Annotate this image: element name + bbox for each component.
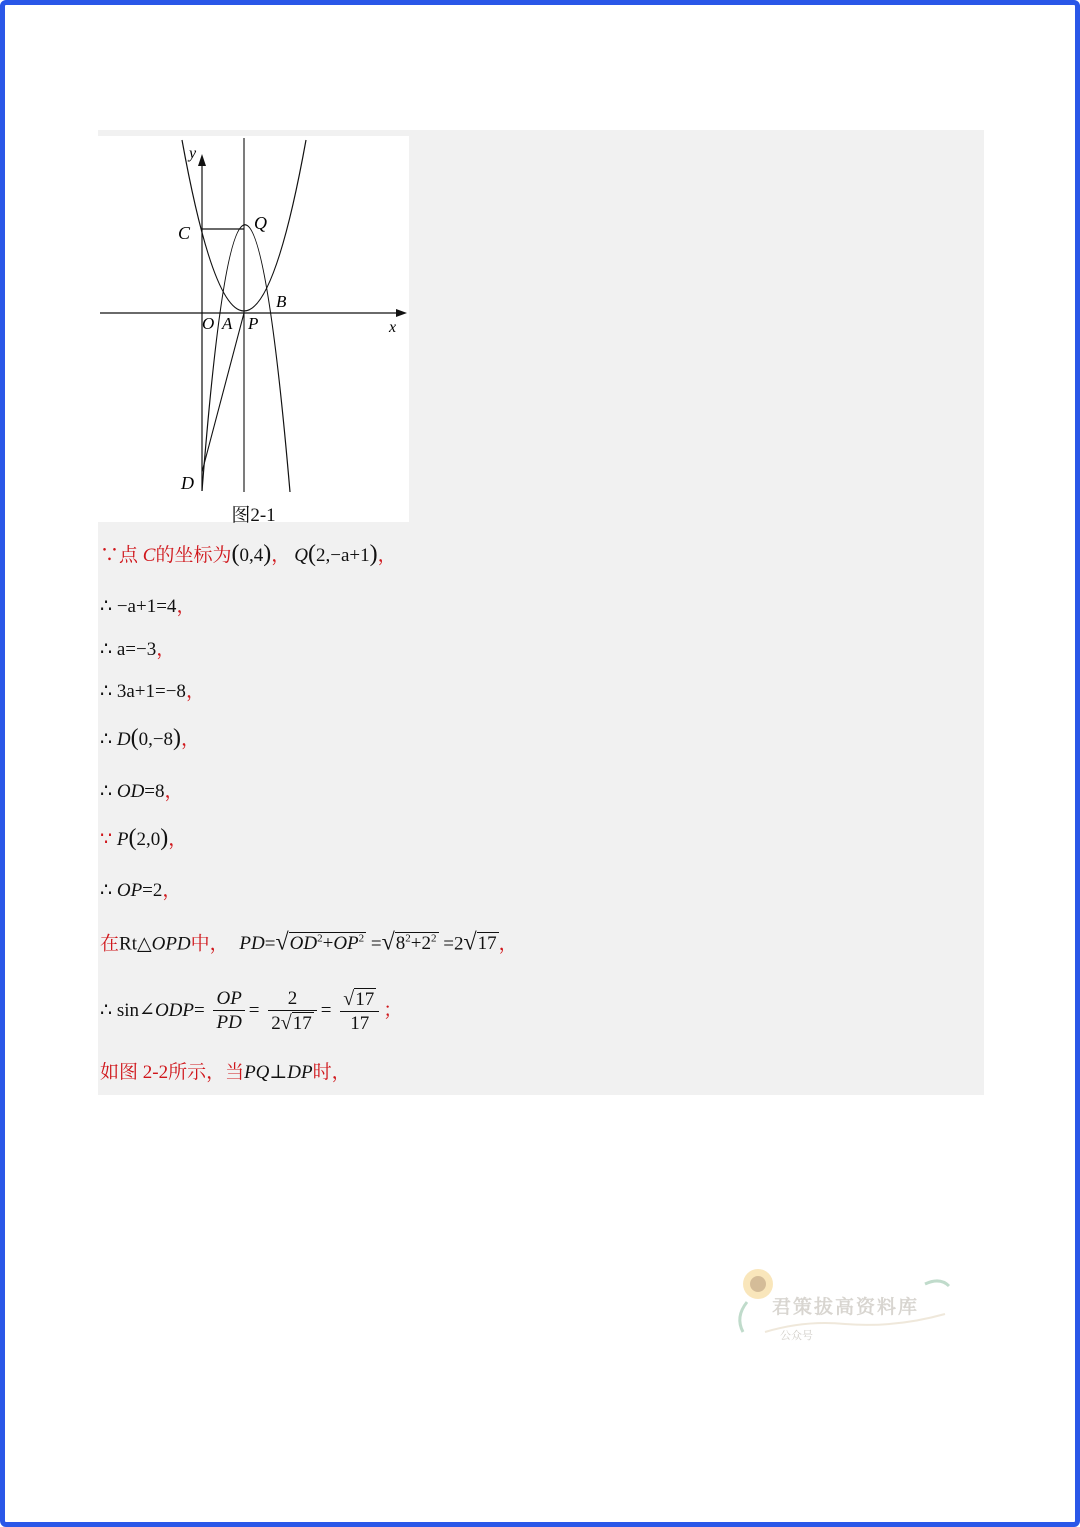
var-pq: PQ — [244, 1062, 270, 1083]
solution-line-10 — [100, 985, 402, 1037]
paren: ( — [128, 825, 137, 851]
radicand-3: 17 — [477, 933, 497, 955]
therefore-symbol: ∴ — [100, 596, 113, 617]
because-symbol: ∵ — [100, 545, 120, 566]
text: 点 — [119, 545, 143, 566]
coord-c: 0,4 — [239, 545, 264, 566]
parabola-downward — [202, 225, 290, 492]
watermark-subtitle: 公众号 — [780, 1329, 813, 1342]
therefore-symbol: ∴ — [100, 880, 113, 901]
solution-line-3 — [100, 637, 175, 663]
label-x: x — [389, 319, 397, 336]
radicand-2: $8^2+2^2$ — [395, 933, 437, 955]
solution-line-11 — [100, 1060, 351, 1086]
therefore-symbol: ∴ — [100, 729, 113, 750]
var-od: OD — [116, 781, 145, 802]
punct: ， — [176, 596, 196, 617]
solution-line-5 — [100, 725, 200, 753]
equals: =2 — [443, 933, 464, 955]
figure-2-1 — [98, 136, 409, 526]
watermark-title: 君策拔高资料库 — [772, 1296, 920, 1318]
watermark — [725, 1262, 955, 1342]
coord-d: 0,−8 — [138, 729, 174, 750]
label-q: Q — [254, 213, 267, 233]
var-q: Q — [294, 545, 308, 566]
equation: =2 — [142, 880, 163, 901]
paren: ) — [160, 825, 169, 851]
var-pd: PD — [239, 933, 265, 955]
y-axis-arrow — [198, 154, 206, 166]
label-d: D — [181, 473, 194, 493]
paren: ( — [307, 541, 316, 567]
triangle-name: OPD — [151, 933, 191, 955]
paren: ( — [231, 541, 240, 567]
perp-symbol: ⊥ — [269, 1062, 288, 1083]
punct: ， — [377, 545, 397, 566]
because-symbol: ∵ — [100, 829, 113, 850]
solution-line-9 — [100, 926, 518, 957]
paren: ) — [369, 541, 378, 567]
solution-line-7 — [100, 825, 187, 853]
text: 时， — [312, 1062, 351, 1083]
fraction-root17-17: $\frac{√17}{17}$ — [340, 988, 379, 1036]
figure-caption: 图2-1 — [231, 505, 276, 526]
rt-triangle: Rt△ — [119, 933, 152, 955]
punct: ， — [156, 639, 176, 660]
punct: ， — [498, 933, 518, 955]
text: 的坐标为 — [155, 545, 232, 566]
solution-line-2 — [100, 594, 195, 620]
text: 在 — [100, 933, 120, 955]
equals: = — [194, 1000, 205, 1021]
solution-line-1 — [100, 541, 397, 569]
angle-odp: ODP — [154, 1000, 194, 1021]
equals: = — [320, 1000, 332, 1021]
equation: =8 — [144, 781, 165, 802]
x-axis-arrow — [396, 309, 407, 317]
sin-angle: sin∠ — [116, 1000, 155, 1021]
equation: −a+1=4 — [116, 596, 177, 617]
label-b: B — [276, 292, 287, 311]
label-o: O — [202, 314, 215, 333]
label-a: A — [222, 314, 233, 333]
therefore-symbol: ∴ — [100, 639, 113, 660]
fraction-op-pd: $\frac{OP}{PD}$ — [213, 988, 244, 1035]
paren: ( — [130, 725, 139, 751]
punct: ， — [185, 681, 205, 702]
fraction-2-2root17: $\frac{2}{2√17}$ — [268, 988, 316, 1036]
punct: ， — [181, 729, 201, 750]
therefore-symbol: ∴ — [100, 1000, 113, 1021]
equation: a=−3 — [116, 639, 157, 660]
text: 如图 2-2所示，当 — [100, 1062, 245, 1083]
coord-p: 2,0 — [136, 829, 161, 850]
var-p: P — [116, 829, 129, 850]
var-c: C — [142, 545, 156, 566]
solution-line-8 — [100, 878, 181, 904]
therefore-symbol: ∴ — [100, 781, 113, 802]
coord-q: 2,−a+1 — [315, 545, 370, 566]
label-y: y — [189, 145, 197, 162]
therefore-symbol: ∴ — [100, 681, 113, 702]
var-d: D — [116, 729, 131, 750]
equation: 3a+1=−8 — [116, 681, 186, 702]
solution-line-4 — [100, 679, 205, 705]
paren: ) — [263, 541, 272, 567]
sqrt-sign: √ — [463, 929, 477, 956]
label-p: P — [248, 314, 259, 333]
punct: ； — [383, 1000, 403, 1021]
radicand-1: $OD^2+OP^2$ — [289, 933, 365, 955]
punct: ， — [164, 781, 184, 802]
equals: = — [248, 1000, 260, 1021]
sqrt-sign: √ — [381, 929, 395, 956]
sqrt-sign: √ — [275, 929, 289, 956]
punct: ， — [168, 829, 188, 850]
paren: ) — [173, 725, 182, 751]
var-dp: DP — [287, 1062, 313, 1083]
label-c: C — [178, 223, 191, 243]
text: 中， — [190, 933, 229, 955]
solution-line-6 — [100, 779, 184, 805]
punct: ， — [162, 880, 182, 901]
segment-dp — [202, 313, 244, 472]
equals: = — [264, 933, 276, 955]
equals: = — [370, 933, 382, 955]
punct: ， — [271, 545, 291, 566]
coordinate-diagram — [98, 136, 409, 522]
var-op: OP — [116, 880, 143, 901]
